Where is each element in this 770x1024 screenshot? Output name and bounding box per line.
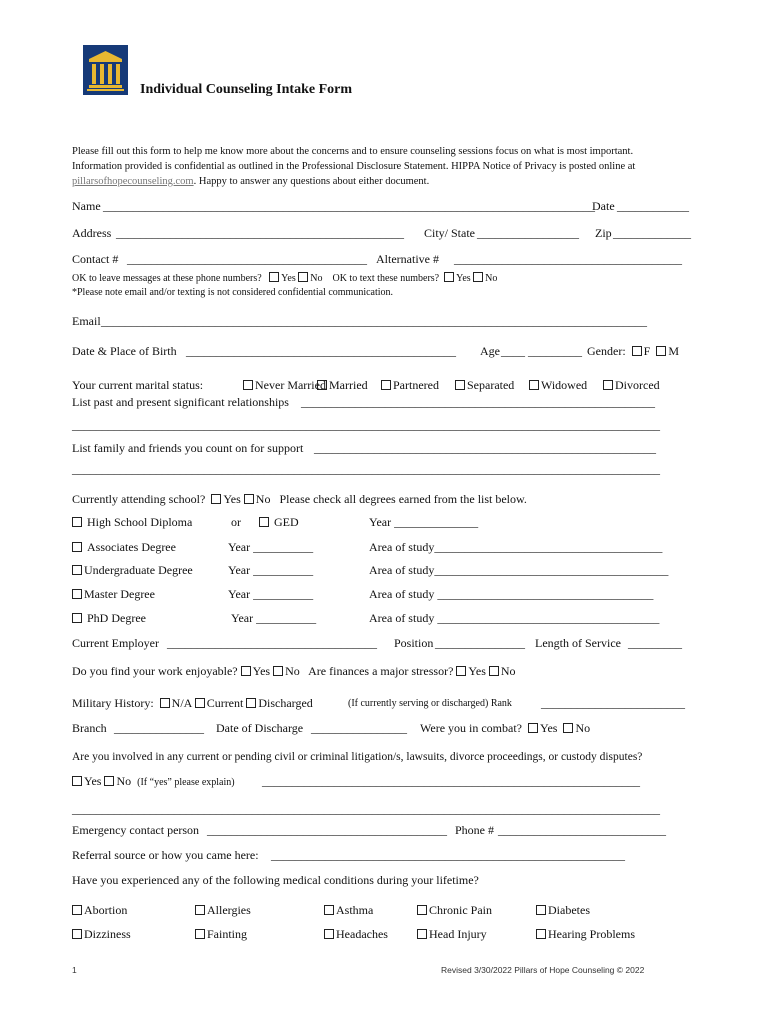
- support-label: List family and friends you count on for support: [72, 441, 304, 455]
- position-label: Position: [394, 636, 434, 650]
- checkbox-icon: [195, 905, 205, 915]
- marital-widowed[interactable]: Widowed: [529, 378, 587, 393]
- pillars-icon: [83, 45, 128, 95]
- text-no-checkbox[interactable]: [473, 272, 483, 282]
- checkbox-icon: [72, 613, 82, 623]
- zip-field[interactable]: _____________: [613, 226, 691, 240]
- undergrad-area-field[interactable]: Area of study_______________________________________: [369, 563, 669, 577]
- marital-never-married[interactable]: Never Married: [243, 378, 326, 393]
- checkbox-icon: [72, 542, 82, 552]
- age-label: Age: [480, 344, 500, 358]
- litigation-answer-row: Yes No (If “yes” please explain): [72, 774, 235, 789]
- high-school-option[interactable]: High School Diploma: [72, 515, 192, 530]
- marital-partnered[interactable]: Partnered: [381, 378, 439, 393]
- combat-yes-checkbox[interactable]: [528, 723, 538, 733]
- branch-label: Branch: [72, 721, 107, 735]
- form-title: Individual Counseling Intake Form: [140, 82, 352, 97]
- school-yes-checkbox[interactable]: [211, 494, 221, 504]
- checkbox-icon: [72, 929, 82, 939]
- associates-year-field[interactable]: Year __________: [228, 540, 314, 554]
- dob-label: Date & Place of Birth: [72, 344, 177, 358]
- contact-field[interactable]: ________________________________________: [127, 252, 367, 266]
- rank-field[interactable]: ________________________: [541, 696, 685, 710]
- page-number: 1: [72, 965, 77, 975]
- age-field[interactable]: ____ _________: [501, 344, 582, 358]
- litigation-explain-field[interactable]: _______________________________________________________________: [262, 774, 640, 788]
- phd-option[interactable]: PhD Degree: [72, 611, 146, 626]
- litigation-question: Are you involved in any current or pending civil or criminal litigation/s, lawsuits, divorce proceedings, or custody disputes?: [72, 751, 643, 763]
- or-label: or: [231, 515, 241, 529]
- text-yes-checkbox[interactable]: [444, 272, 454, 282]
- checkbox-icon: [324, 929, 334, 939]
- checkbox-icon: [243, 380, 253, 390]
- phd-area-field[interactable]: Area of study _____________________________________: [369, 611, 660, 625]
- associates-area-field[interactable]: Area of study______________________________________: [369, 540, 663, 554]
- employer-label: Current Employer: [72, 636, 159, 650]
- ged-year-field[interactable]: Year ______________: [369, 515, 479, 529]
- city-state-label: City/ State: [424, 226, 475, 240]
- condition-hearing-problems[interactable]: Hearing Problems: [536, 927, 635, 942]
- rank-label: (If currently serving or discharged) Rank: [348, 698, 512, 709]
- undergrad-option[interactable]: Undergraduate Degree: [72, 563, 193, 578]
- condition-abortion[interactable]: Abortion: [72, 903, 127, 918]
- master-year-field[interactable]: Year __________: [228, 587, 314, 601]
- intro-line-1: Please fill out this form to help me know more about the concerns and to ensure counseling sessions focus on what is most important.: [72, 146, 634, 157]
- checkbox-icon: [381, 380, 391, 390]
- referral-label: Referral source or how you came here:: [72, 848, 259, 862]
- relationships-label: List past and present significant relationships: [72, 395, 289, 409]
- military-discharged-checkbox[interactable]: [246, 698, 256, 708]
- checkbox-icon: [455, 380, 465, 390]
- combat-no-checkbox[interactable]: [563, 723, 573, 733]
- date-field[interactable]: ____________: [617, 199, 689, 213]
- messages-no-checkbox[interactable]: [298, 272, 308, 282]
- condition-fainting[interactable]: Fainting: [195, 927, 247, 942]
- zip-label: Zip: [595, 226, 612, 240]
- name-field[interactable]: __________________________________________________________________________________: [103, 199, 595, 213]
- branch-field[interactable]: _______________: [114, 721, 204, 735]
- medical-prompt: Have you experienced any of the following medical conditions during your lifetime?: [72, 873, 479, 887]
- messages-yes-checkbox[interactable]: [269, 272, 279, 282]
- checkbox-icon: [72, 517, 82, 527]
- work-no-checkbox[interactable]: [273, 666, 283, 676]
- condition-diabetes[interactable]: Diabetes: [536, 903, 590, 918]
- litigation-explain-field-2[interactable]: __________________________________________________________________________________________________: [72, 802, 660, 816]
- military-current-checkbox[interactable]: [195, 698, 205, 708]
- marital-label: Your current marital status:: [72, 378, 204, 392]
- checkbox-icon: [72, 905, 82, 915]
- discharge-date-label: Date of Discharge: [216, 721, 304, 735]
- condition-head-injury[interactable]: Head Injury: [417, 927, 487, 942]
- email-label: Email: [72, 314, 101, 328]
- revised-footer: Revised 3/30/2022 Pillars of Hope Counseling © 2022: [441, 965, 645, 975]
- emergency-label: Emergency contact person: [72, 823, 200, 837]
- checkbox-icon: [529, 380, 539, 390]
- checkbox-icon: [324, 905, 334, 915]
- employer-field[interactable]: ___________________________________: [167, 636, 377, 650]
- litigation-no-checkbox[interactable]: [104, 776, 114, 786]
- referral-field[interactable]: ___________________________________________________________: [271, 848, 625, 862]
- condition-dizziness[interactable]: Dizziness: [72, 927, 131, 942]
- checkbox-icon: [72, 565, 82, 575]
- dob-field[interactable]: _____________________________________________: [186, 344, 456, 358]
- relationships-field[interactable]: ___________________________________________________________: [301, 395, 655, 409]
- contact-label: Contact #: [72, 252, 119, 266]
- phone-label: Phone #: [455, 823, 494, 837]
- intro-line-3: pillarsofhopecounseling.com. Happy to answer any questions about either document.: [72, 176, 430, 187]
- condition-allergies[interactable]: Allergies: [195, 903, 251, 918]
- ged-option[interactable]: GED: [259, 515, 299, 530]
- email-note: *Please note email and/or texting is not considered confidential communication.: [72, 287, 394, 298]
- length-of-service-label: Length of Service: [535, 636, 621, 650]
- website-link[interactable]: pillarsofhopecounseling.com: [72, 176, 194, 187]
- checkbox-icon: [317, 380, 327, 390]
- length-of-service-field[interactable]: _________: [628, 636, 682, 650]
- combat-row: Were you in combat? Yes No: [420, 721, 591, 735]
- master-option[interactable]: Master Degree: [72, 587, 155, 602]
- checkbox-icon: [72, 589, 82, 599]
- name-label: Name: [72, 199, 101, 213]
- school-no-checkbox[interactable]: [244, 494, 254, 504]
- checkbox-icon: [195, 929, 205, 939]
- school-row: Currently attending school? Yes No Please check all degrees earned from the list below.: [72, 492, 527, 506]
- checkbox-icon: [417, 929, 427, 939]
- pillars-logo: [83, 45, 128, 95]
- checkbox-icon: [536, 905, 546, 915]
- marital-married[interactable]: Married: [317, 378, 368, 393]
- discharge-date-field[interactable]: ________________: [311, 721, 407, 735]
- phone-field[interactable]: ____________________________: [498, 823, 666, 837]
- checkbox-icon: [603, 380, 613, 390]
- checkbox-icon: [259, 517, 269, 527]
- checkbox-icon: [417, 905, 427, 915]
- marital-separated[interactable]: Separated: [455, 378, 514, 393]
- master-area-field[interactable]: Area of study ____________________________________: [369, 587, 654, 601]
- finances-yes-checkbox[interactable]: [456, 666, 466, 676]
- address-field[interactable]: ________________________________________________: [116, 226, 404, 240]
- condition-headaches[interactable]: Headaches: [324, 927, 388, 942]
- date-label: Date: [592, 199, 615, 213]
- military-na-checkbox[interactable]: [160, 698, 170, 708]
- condition-asthma[interactable]: Asthma: [324, 903, 373, 918]
- relationships-field-2[interactable]: __________________________________________________________________________________________________: [72, 418, 660, 432]
- ok-messages-row: OK to leave messages at these phone numbers? Yes No OK to text these numbers? Yes No: [72, 273, 498, 284]
- support-field-2[interactable]: __________________________________________________________________________________________________: [72, 462, 660, 476]
- emergency-field[interactable]: ________________________________________: [207, 823, 447, 837]
- gender-m-checkbox[interactable]: [656, 346, 666, 356]
- litigation-yes-checkbox[interactable]: [72, 776, 82, 786]
- associates-option[interactable]: Associates Degree: [72, 540, 176, 555]
- undergrad-year-field[interactable]: Year __________: [228, 563, 314, 577]
- work-yes-checkbox[interactable]: [241, 666, 251, 676]
- city-state-field[interactable]: _________________: [477, 226, 579, 240]
- email-field[interactable]: ___________________________________________________________________________________________: [101, 314, 647, 328]
- support-field[interactable]: _________________________________________________________: [314, 441, 656, 455]
- phd-year-field[interactable]: Year __________: [231, 611, 317, 625]
- checkbox-icon: [536, 929, 546, 939]
- alternative-field[interactable]: ______________________________________: [454, 252, 682, 266]
- marital-divorced[interactable]: Divorced: [603, 378, 660, 393]
- gender-row: Gender: F M: [587, 344, 680, 358]
- address-label: Address: [72, 226, 112, 240]
- position-field[interactable]: _______________: [435, 636, 525, 650]
- finances-no-checkbox[interactable]: [489, 666, 499, 676]
- alternative-label: Alternative #: [376, 252, 439, 266]
- work-finances-row: Do you find your work enjoyable? Yes No Are finances a major stressor? Yes No: [72, 664, 516, 678]
- gender-f-checkbox[interactable]: [632, 346, 642, 356]
- military-row: Military History: N/A Current Discharged: [72, 696, 313, 710]
- intro-line-2: Information provided is confidential as outlined in the Professional Disclosure Statement. HIPPA Notice of Privacy is posted online at: [72, 161, 636, 172]
- condition-chronic-pain[interactable]: Chronic Pain: [417, 903, 492, 918]
